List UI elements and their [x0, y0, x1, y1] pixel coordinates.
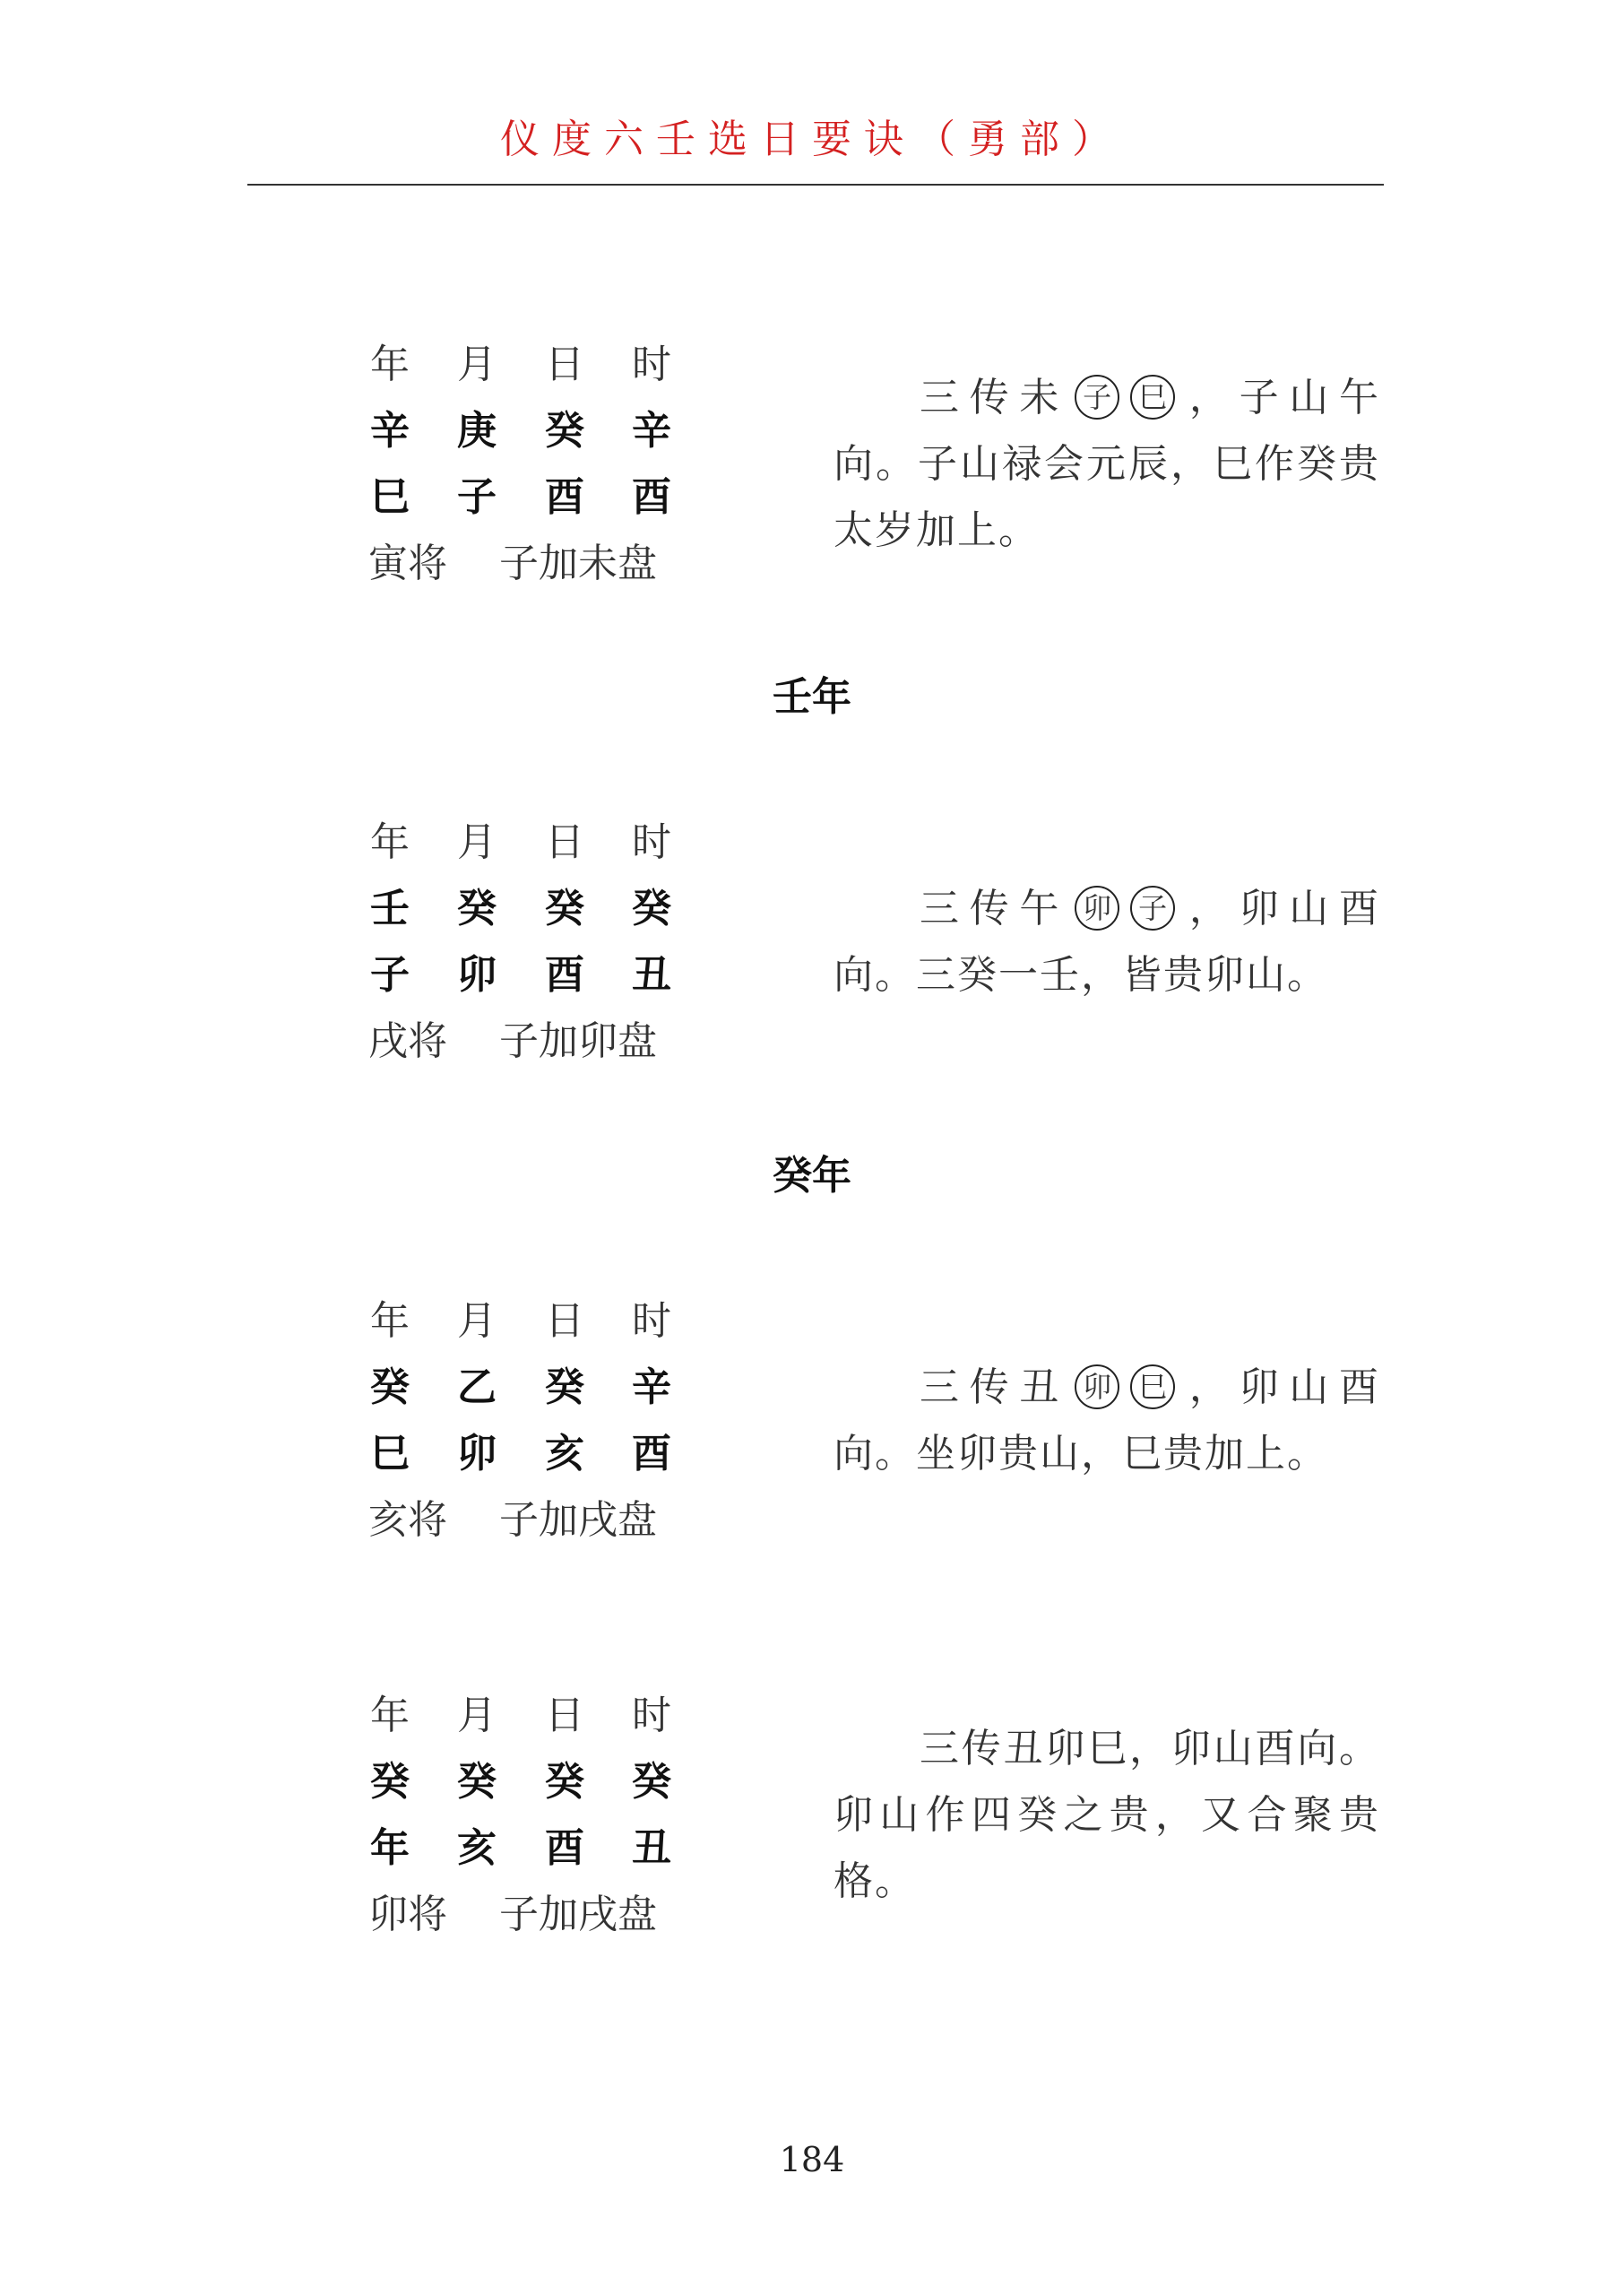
col-hour-label: 时: [632, 1693, 671, 1738]
ganzhi-grid: [0, 332, 717, 619]
branch-day: 酉: [545, 1825, 584, 1871]
col-hour-label: 时: [632, 342, 671, 387]
col-year-label: 年: [370, 819, 410, 865]
branch-year: 巳: [370, 1431, 410, 1477]
plate-label: 子加戌盘: [499, 1497, 657, 1543]
circled-branch: 卯: [1075, 1364, 1119, 1409]
circled-branch: 巳: [1130, 375, 1175, 420]
stem-month: 乙: [457, 1364, 497, 1410]
chuan-prefix: 三传丑: [920, 1364, 1070, 1410]
circled-branch: 卯: [1075, 886, 1119, 931]
stem-day: 癸: [545, 1364, 584, 1410]
ganzhi-grid: [0, 810, 717, 1096]
col-day-label: 日: [545, 1693, 584, 1738]
chuan-prefix: 三传午: [920, 886, 1070, 931]
branch-year: 巳: [370, 474, 410, 520]
stem-month: 庚: [457, 408, 497, 454]
general-label: 亥将: [368, 1497, 447, 1543]
col-month-label: 月: [457, 1693, 497, 1738]
branch-day: 亥: [545, 1431, 584, 1477]
stem-month: 癸: [457, 1759, 497, 1805]
chuan-prefix: 三传未: [920, 375, 1070, 420]
plate-label: 子加戌盘: [499, 1892, 657, 1937]
running-header: 仪度六壬选日要诀（勇部）: [500, 117, 1124, 162]
stem-day: 癸: [545, 408, 584, 454]
stem-hour: 癸: [632, 886, 671, 931]
branch-day: 酉: [545, 474, 584, 520]
branch-month: 子: [457, 474, 497, 520]
ganzhi-grid: [0, 1288, 717, 1575]
sanchuan-description: [834, 876, 1380, 1009]
stem-hour: 癸: [632, 1759, 671, 1805]
circled-branch: 巳: [1130, 1364, 1175, 1409]
branch-year: 子: [370, 952, 410, 998]
chuan-rest: ，子山午向。子山禄会元辰，巳作癸贵太岁加上。: [834, 375, 1381, 553]
stem-year: 癸: [370, 1759, 410, 1805]
stem-year: 癸: [370, 1364, 410, 1410]
chuan-rest: ，卯山酉向。坐卯贵山，巳贵加上。: [834, 1364, 1381, 1477]
col-month-label: 月: [457, 1298, 497, 1344]
branch-year: 年: [370, 1825, 410, 1871]
branch-month: 卯: [457, 952, 497, 998]
col-month-label: 月: [457, 819, 497, 865]
branch-hour: 酉: [632, 1431, 671, 1477]
col-year-label: 年: [370, 1693, 410, 1738]
chuan-rest: ，卯山酉向。三癸一壬，皆贵卯山。: [834, 886, 1381, 998]
stem-month: 癸: [457, 886, 497, 931]
general-label: 卯将: [368, 1892, 447, 1937]
general-label: 寅将: [368, 541, 447, 586]
col-day-label: 日: [545, 342, 584, 387]
plate-label: 子加卯盘: [499, 1018, 657, 1064]
section-heading-gui: 癸年: [773, 1153, 851, 1199]
col-day-label: 日: [545, 819, 584, 865]
circled-branch: 子: [1130, 886, 1175, 931]
stem-day: 癸: [545, 1759, 584, 1805]
branch-day: 酉: [545, 952, 584, 998]
branch-month: 亥: [457, 1825, 497, 1871]
col-hour-label: 时: [632, 1298, 671, 1344]
page-number: 184: [779, 2140, 845, 2179]
col-hour-label: 时: [632, 819, 671, 865]
branch-hour: 丑: [632, 1825, 671, 1871]
header-rule: [247, 184, 1384, 186]
general-label: 戌将: [368, 1018, 447, 1064]
stem-hour: 辛: [632, 1364, 671, 1410]
branch-hour: 丑: [632, 952, 671, 998]
stem-year: 壬: [370, 886, 410, 931]
sanchuan-description: [834, 1355, 1380, 1487]
stem-year: 辛: [370, 408, 410, 454]
stem-hour: 辛: [632, 408, 671, 454]
branch-hour: 酉: [632, 474, 671, 520]
branch-month: 卯: [457, 1431, 497, 1477]
stem-day: 癸: [545, 886, 584, 931]
col-month-label: 月: [457, 342, 497, 387]
sanchuan-description: [834, 365, 1380, 564]
col-year-label: 年: [370, 342, 410, 387]
col-year-label: 年: [370, 1298, 410, 1344]
col-day-label: 日: [545, 1298, 584, 1344]
circled-branch: 子: [1075, 375, 1119, 420]
section-heading-ren: 壬年: [773, 674, 851, 720]
plate-label: 子加未盘: [499, 541, 657, 586]
ganzhi-grid: [0, 1683, 717, 1970]
sanchuan-description: 三传丑卯巳，卯山酉向。卯山作四癸之贵，又合聚贵格。: [834, 1726, 1380, 1904]
